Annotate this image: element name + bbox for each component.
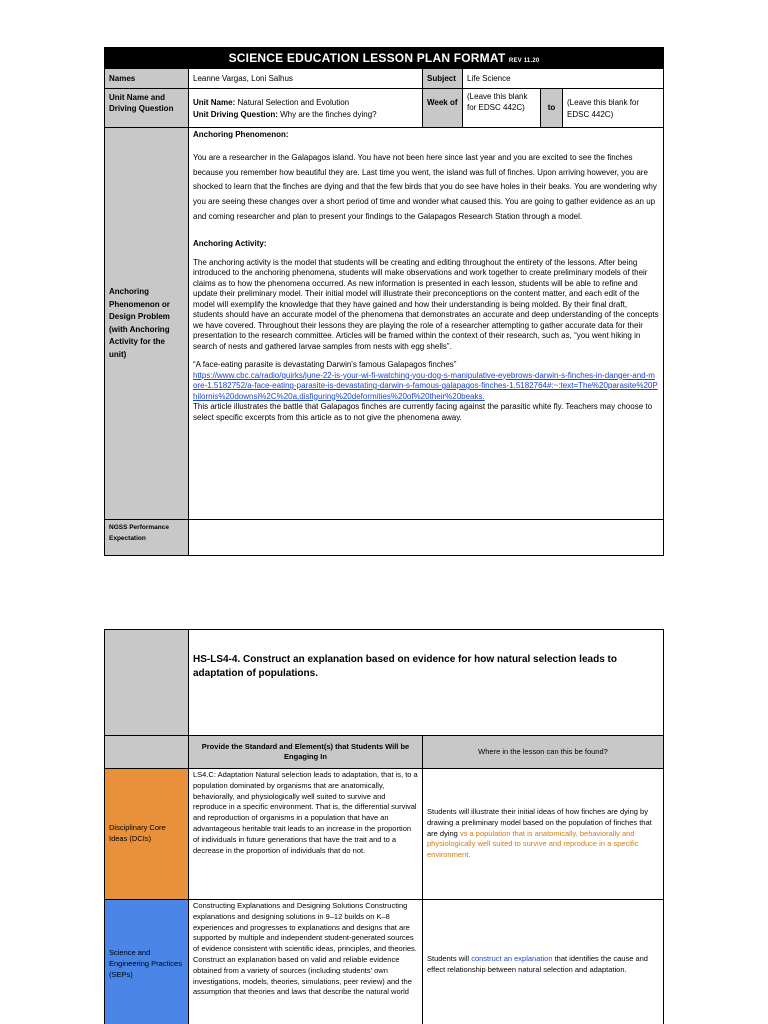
sep-row	[105, 899, 663, 1024]
unit-name-value: Natural Selection and Evolution	[237, 98, 350, 107]
standard-heading: HS-LS4-4. Construct an explanation based on evidence for how natural selection leads to adaptation of populations.	[188, 630, 663, 735]
standard-row	[105, 630, 663, 735]
header-side	[105, 736, 188, 768]
sep-label: Science and Engineering Practices (SEPs)	[105, 900, 188, 1024]
column-header-row	[105, 735, 663, 768]
anchoring-label-text: Anchoring Phenomenon or Design Problem (with Anchoring Activity for the unit)	[109, 287, 170, 359]
to-label: to	[540, 89, 562, 127]
anchoring-label	[105, 128, 188, 519]
sep-lesson-text-2: that identifies the cause and effect relationship between natural selection and adaptation.	[427, 953, 648, 974]
article-link[interactable]: https://www.cbc.ca/radio/quirks/june-22-is-your-wi-fi-watching-you-dog-s-manipulative-eyebrows-darwin-s-finches-in-danger-and-more-1.5182752/a-face-eating-parasite-is-devastating-darwin-s-famous-galapagos-finches-1.5182764#:~:text=The%20parasite%20Philornis%20downsi%2C%20a,disfiguring%20deformities%20of%20their%20beaks.	[193, 370, 658, 401]
ngss-row	[105, 519, 663, 555]
col1-header: Provide the Standard and Element(s) that Students Will be Engaging In	[188, 736, 422, 768]
dci-standard: LS4.C: Adaptation Natural selection leads to adaptation, that is, to a population dominated by organisms that are anatomically, behaviorally, and physiologically well suited to survive and reproduce in a specific environment. That is, the differential survival and reproduction of organisms in a population that have an advantageous heritable trait leads to an increase in the proportion of individuals in future generations that have the trait and to a decrease in the proportion of individuals that do not.	[188, 769, 422, 899]
names-row	[105, 68, 663, 88]
ngss-value	[188, 520, 663, 555]
page-title	[105, 48, 663, 68]
driving-question-label: Unit Driving Question:	[193, 110, 278, 119]
standard-side	[105, 630, 188, 735]
phenomenon-heading: Anchoring Phenomenon:	[193, 130, 289, 139]
article-note: This article illustrates the battle that Galapagos finches are currently facing against the parasitic white fly. Teachers may choose to select specific excerpts from this article as to not give the phenomena away.	[193, 402, 653, 422]
revision-label: REV 11.20	[508, 58, 540, 64]
lesson-plan-table	[104, 47, 664, 556]
sep-lesson-text-1: Students will	[427, 953, 472, 963]
dci-row	[105, 768, 663, 899]
dci-label: Disciplinary Core Ideas (DCIs)	[105, 769, 188, 899]
driving-question-value: Why are the finches dying?	[280, 110, 377, 119]
anchoring-content	[188, 128, 663, 519]
phenomenon-text: You are a researcher in the Galapagos island. You have not been here since last year and you are excited to see the finches because you remember how beautiful they are. Last time you went, the island was full of finches. Upon arriving however, you are shocked to learn that the finches are dying and that the few birds that you do see have holes in their beaks. You are wondering why you are seeing these changes over a short period of time and wonder what caused this. You are going to gather evidence as an up and coming researcher and plan to present your findings to the Galapagos Research Station through a model.	[193, 152, 657, 221]
activity-heading: Anchoring Activity:	[193, 238, 267, 248]
names-value: Leanne Vargas, Loni Salhus	[188, 69, 422, 88]
sep-lesson-highlight: construct an explanation	[471, 953, 553, 963]
week-label: Week of	[422, 89, 462, 127]
article-quote: “A face-eating parasite is devastating Darwin's famous Galapagos finches”	[193, 360, 457, 370]
col2-header: Where in the lesson can this be found?	[422, 736, 663, 768]
anchoring-row	[105, 127, 663, 519]
standards-table	[104, 629, 664, 1024]
to-value: (Leave this blank for EDSC 442C)	[562, 89, 663, 127]
dci-lesson	[422, 769, 663, 899]
unit-label: Unit Name and Driving Question	[105, 89, 188, 127]
unit-name-label: Unit Name:	[193, 98, 236, 107]
dci-lesson-highlight: vs a population that is anatomically, behaviorally and physiologically well suited to survive and reproduce in a specific environment.	[427, 828, 639, 860]
unit-row	[105, 88, 663, 127]
ngss-label: NGSS Performance Expectation	[105, 520, 188, 555]
activity-text: The anchoring activity is the model that students will be creating and editing throughout the entirety of the lessons. After being introduced to the anchoring phenomena, students will make observations and work together to create preliminary models of their claims as to how the phenomena occurred. As new information is presented in each lesson, students will be able to refine and update their preliminary model. Their initial model will illustrate their preconceptions on the content matter, and each edit of the model will exemplify the knowledge that they have gained and how their understanding is being molded. By their final draft, students should have an accurate model of the phenomena that demonstrates an accurate and deep understanding of the concepts we have covered. Throughout their lessons they are playing the role of a researcher attempting to gather accurate data for their presentation to the research committee. Articles will be framed within the context of their research, such as, “you went hiking in search of nests and gathered larvae samples from nests with egg shells”.	[193, 257, 659, 351]
unit-content	[188, 89, 422, 127]
title-text: SCIENCE EDUCATION LESSON PLAN FORMAT	[228, 51, 506, 65]
week-value: (Leave this blank for EDSC 442C)	[462, 89, 540, 127]
sep-lesson	[422, 900, 663, 1024]
sep-standard: Constructing Explanations and Designing Solutions Constructing explanations and designing solutions in 9–12 builds on K–8 experiences and progresses to explanations and designs that are supported by multiple and independent student-generated sources of evidence consistent with scientific ideas, principles, and theories. Construct an explanation based on valid and reliable evidence obtained from a variety of sources (including students' own investigations, models, theories, simulations, peer review) and the assumption that theories and laws that describe the natural world	[188, 900, 422, 1024]
subject-value: Life Science	[462, 69, 663, 88]
names-label: Names	[105, 69, 188, 88]
subject-label: Subject	[422, 69, 462, 88]
dci-lesson-text: Students will illustrate their initial ideas of how finches are dying by drawing a preliminary model based on the population of finches that are dying	[427, 807, 652, 838]
